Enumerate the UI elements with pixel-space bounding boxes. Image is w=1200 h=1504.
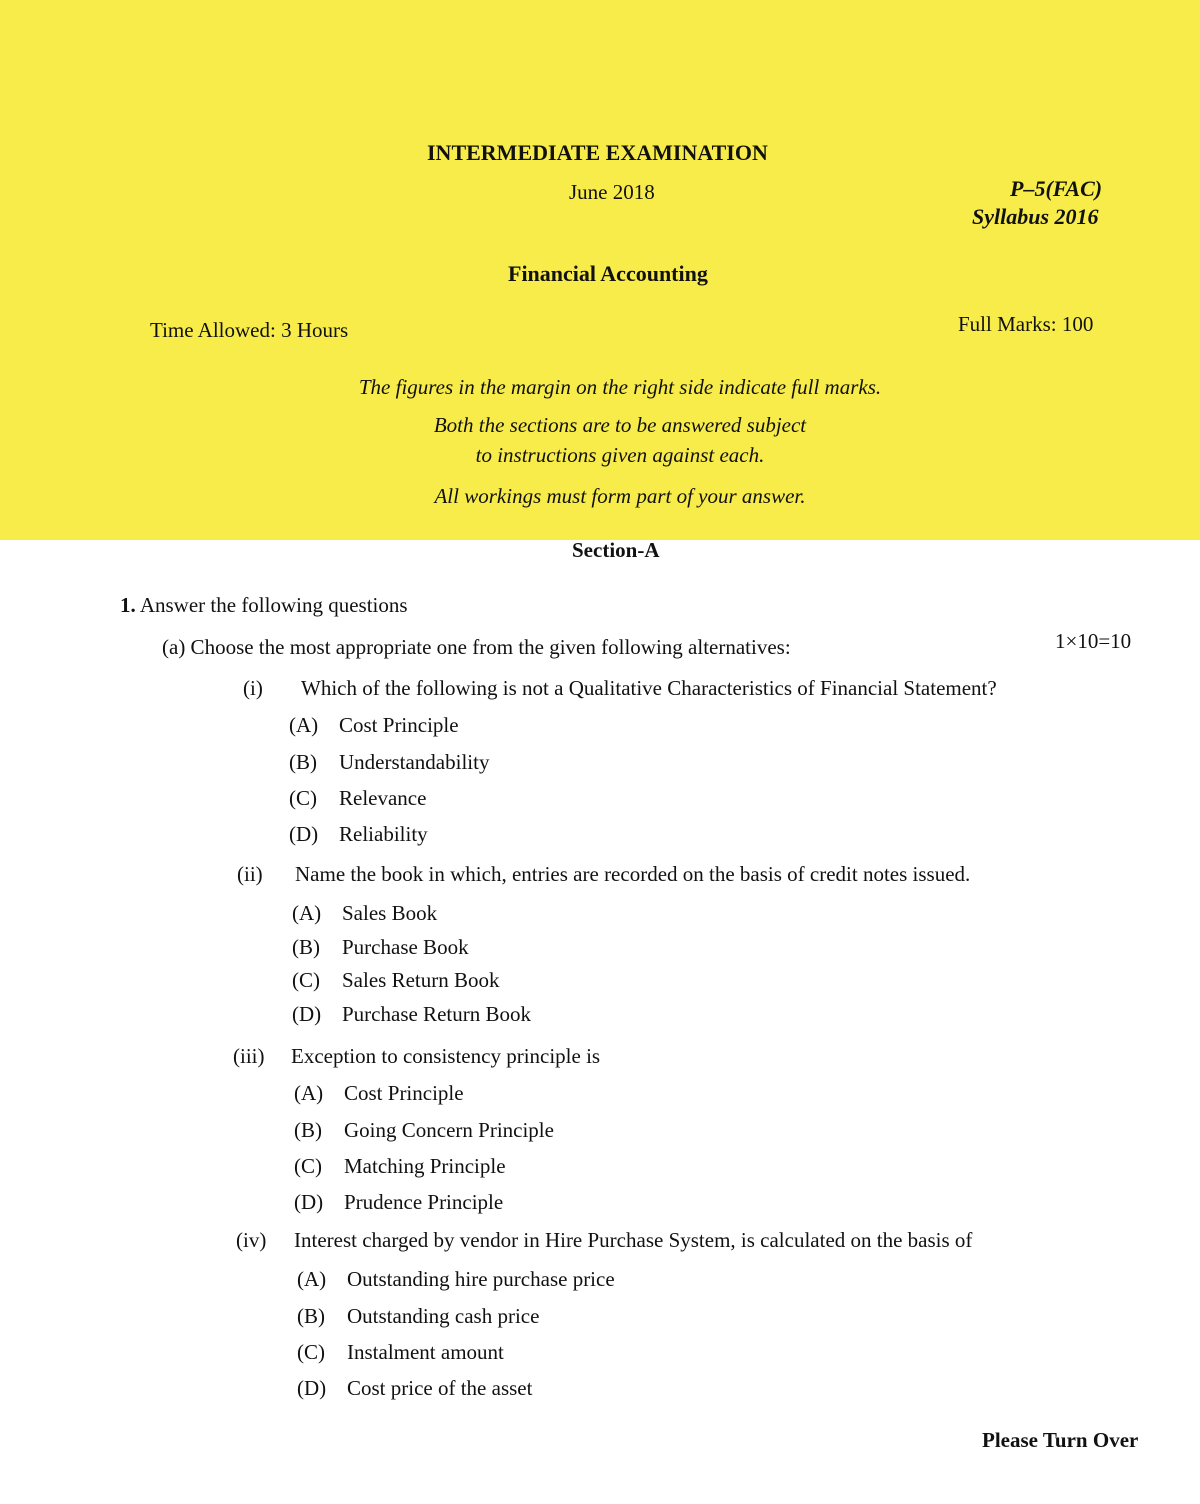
option: (D) Reliability (289, 822, 428, 846)
option: (A) Outstanding hire purchase price (297, 1267, 615, 1291)
option: (D) Cost price of the asset (297, 1376, 533, 1400)
question-iii (233, 1044, 600, 1069)
option: (D) Prudence Principle (294, 1190, 504, 1214)
question-number: (i) (243, 676, 263, 700)
question-text: Which of the following is not a Qualitative Characteristics of Financial Statement? (301, 676, 997, 700)
option: (D) Purchase Return Book (292, 1002, 531, 1026)
option: (A) Cost Principle (289, 713, 459, 737)
option: (B) Purchase Book (292, 935, 469, 959)
please-turn-over: Please Turn Over (982, 1428, 1139, 1452)
section-title: Section-A (572, 538, 660, 562)
question-1-heading (120, 593, 408, 618)
option: (C) Instalment amount (297, 1340, 504, 1364)
question-text: Answer the following questions (139, 593, 408, 617)
instruction-line: to instructions given against each. (475, 443, 765, 467)
exam-session: June 2018 (569, 180, 655, 204)
question-ii (237, 862, 970, 887)
option: (C) Relevance (289, 786, 427, 810)
question-number: (iii) (233, 1044, 265, 1068)
question-text: Interest charged by vendor in Hire Purchase System, is calculated on the basis of (294, 1228, 973, 1252)
part-a-marks: 1×10=10 (1055, 629, 1132, 653)
option: (A) Cost Principle (294, 1081, 464, 1105)
instruction-line: All workings must form part of your answer. (434, 484, 806, 508)
syllabus: Syllabus 2016 (972, 204, 1099, 229)
question-number: 1. (120, 593, 136, 617)
option: (C) Sales Return Book (292, 968, 500, 992)
option: (C) Matching Principle (294, 1154, 506, 1178)
full-marks: Full Marks: 100 (958, 312, 1094, 336)
option: (A) Sales Book (292, 901, 438, 925)
question-i (243, 676, 997, 701)
time-allowed: Time Allowed: 3 Hours (150, 318, 349, 342)
instruction-line: Both the sections are to be answered subject (433, 413, 807, 437)
part-a-instruction: (a) Choose the most appropriate one from the given following alternatives: (162, 635, 791, 659)
option: (B) Understandability (289, 750, 490, 774)
paper-code: P–5(FAC) (1010, 176, 1103, 201)
subject-title: Financial Accounting (508, 261, 708, 286)
question-number: (ii) (237, 862, 263, 886)
question-number: (iv) (236, 1228, 267, 1252)
question-text: Name the book in which, entries are recorded on the basis of credit notes issued. (295, 862, 971, 886)
option: (B) Outstanding cash price (297, 1304, 540, 1328)
question-text: Exception to consistency principle is (291, 1044, 601, 1068)
question-iv (236, 1228, 972, 1253)
instruction-line: The figures in the margin on the right side indicate full marks. (358, 375, 882, 399)
exam-title: INTERMEDIATE EXAMINATION (427, 140, 768, 165)
option: (B) Going Concern Principle (294, 1118, 554, 1142)
